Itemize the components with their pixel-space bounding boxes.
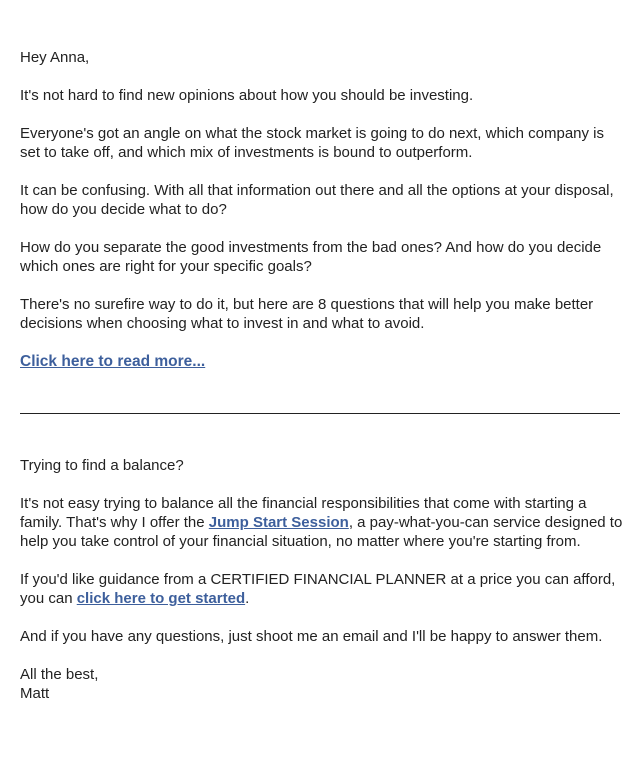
paragraph-jump-start — [20, 494, 624, 551]
paragraph-eight-questions: There's no surefire way to do it, but here are 8 questions that will help you make better decisions when choosing what to invest in and what to avoid. — [20, 296, 594, 332]
jump-start-text-after: , a pay-what-you-can service designed to help you take control of your financial situation, no matter where you're starting from. — [20, 514, 623, 550]
section-divider — [20, 413, 620, 414]
greeting: Hey Anna, — [20, 49, 90, 66]
signature: Matt — [20, 685, 50, 702]
signoff: All the best, — [20, 666, 99, 683]
paragraph-opinions: It's not hard to find new opinions about how you should be investing. — [20, 87, 474, 104]
signoff-block — [20, 665, 624, 703]
jump-start-text-before: It's not easy trying to balance all the financial responsibilities that come with starting a family. That's why I offer the — [20, 495, 587, 531]
paragraph-stock-market: Everyone's got an angle on what the stock market is going to do next, which company is set to take off, and which mix of investments is bound to outperform. — [20, 125, 605, 161]
paragraph-questions: And if you have any questions, just shoot me an email and I'll be happy to answer them. — [20, 628, 603, 645]
paragraph-planner — [20, 570, 624, 608]
planner-text-after: . — [245, 590, 250, 607]
balance-heading: Trying to find a balance? — [20, 457, 184, 474]
paragraph-good-investments: How do you separate the good investments from the bad ones? And how do you decide which ones are right for your specific goals? — [20, 239, 602, 275]
planner-text-before: If you'd like guidance from a CERTIFIED FINANCIAL PLANNER at a price you can afford, you can — [20, 571, 616, 607]
read-more-link[interactable]: Click here to read more... — [20, 353, 206, 370]
jump-start-session-link[interactable]: Jump Start Session — [208, 514, 349, 531]
paragraph-confusing: It can be confusing. With all that information out there and all the options at your disposal, how do you decide what to do? — [20, 182, 614, 218]
get-started-link[interactable]: click here to get started — [76, 590, 246, 607]
